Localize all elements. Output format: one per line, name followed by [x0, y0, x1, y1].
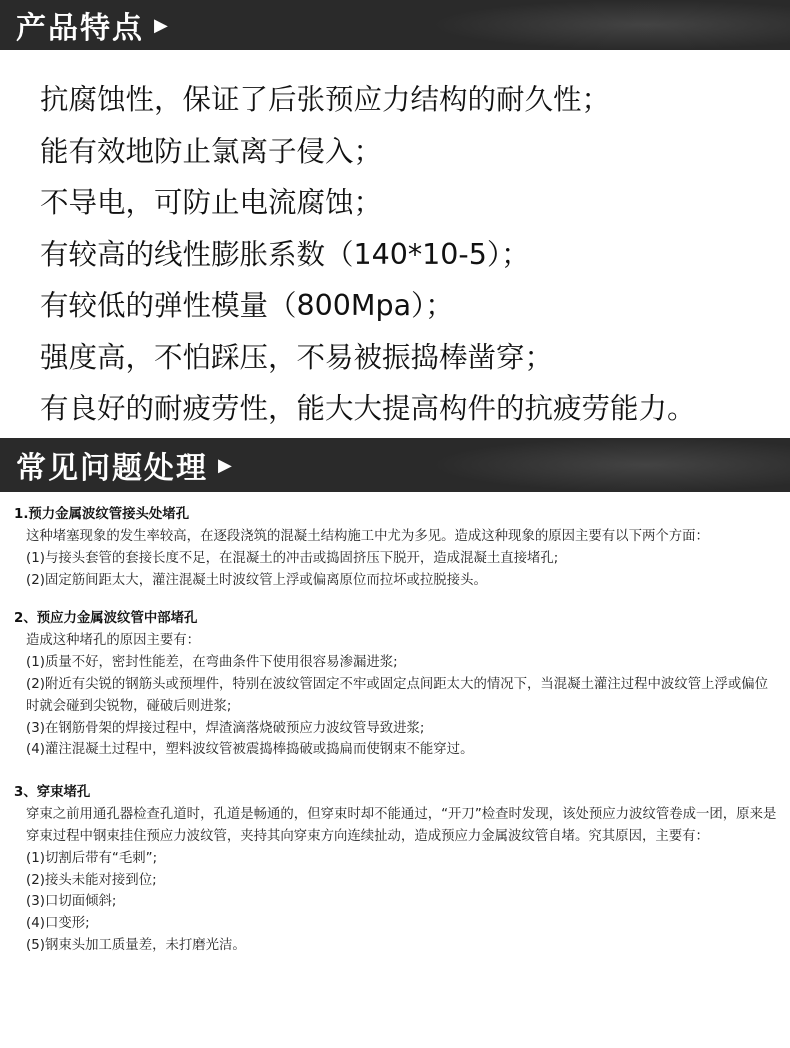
- section-heading: 2、预应力金属波纹管中部堵孔: [14, 611, 198, 627]
- section-item: (3)在钢筋骨架的焊接过程中，焊渣滴落烧破预应力波纹管导致进浆;: [26, 720, 425, 736]
- feature-item: 不导电，可防止电流腐蚀；: [40, 186, 383, 219]
- section-intro: 造成这种堵孔的原因主要有：: [26, 633, 201, 649]
- feature-item: 有较高的线性膨胀系数（140*10-5）；: [40, 237, 530, 271]
- section-item: (1)质量不好，密封性能差，在弯曲条件下使用很容易渗漏进浆;: [26, 655, 398, 671]
- features-banner: [0, 0, 790, 50]
- feature-item: 能有效地防止氯离子侵入；: [40, 134, 383, 168]
- section-item: (1)切割后带有“毛刺”;: [26, 850, 158, 866]
- features-title: 产品特点: [16, 11, 144, 46]
- faq-section-1: [14, 504, 780, 591]
- feature-item: 强度高，不怕踩压，不易被振捣棒凿穿；: [40, 340, 554, 374]
- section-item: (1)与接头套管的套接长度不足，在混凝土的冲击或捣固挤压下脱开，造成混凝土直接堵孔;: [26, 550, 559, 566]
- feature-item: 抗腐蚀性，保证了后张预应力结构的耐久性；: [40, 83, 611, 116]
- section-item: (2)附近有尖锐的钢筋头或预埋件，特别在波纹管固定不牢或固定点间距太大的情况下，当混凝土灌注过程中波纹管上浮或偏位时就会碰到尖锐物，碰破后则进浆;: [26, 676, 769, 714]
- section-heading: 3、穿束堵孔: [14, 785, 91, 801]
- section-item: (3)口切面倾斜;: [26, 894, 117, 910]
- section-heading: 1.预力金属波纹管接头处堵孔: [14, 507, 190, 522]
- banner-glow: [430, 438, 790, 492]
- play-arrow-icon: ▶: [154, 14, 168, 36]
- faq-content: [14, 504, 780, 957]
- banner-glow: [430, 0, 790, 50]
- feature-item: 有良好的耐疲劳性，能大大提高构件的抗疲劳能力。: [40, 392, 696, 425]
- faq-title: 常见问题处理: [16, 451, 208, 486]
- section-intro: 这种堵塞现象的发生率较高，在逐段浇筑的混凝土结构施工中尤为多见。造成这种现象的原因主要有以下两个方面：: [26, 529, 709, 544]
- features-list: [40, 74, 780, 435]
- section-item: (4)灌注混凝土过程中，塑料波纹管被震捣棒捣破或捣扁而使钢束不能穿过。: [26, 742, 474, 758]
- section-item: (4)口变形;: [26, 916, 90, 932]
- section-intro: 穿束之前用通孔器检查孔道时，孔道是畅通的，但穿束时却不能通过，“开刀”检查时发现，该处预应力波纹管卷成一团，原来是穿束过程中钢束挂住预应力波纹管，夹持其向穿束方向连续扯动，造成预应力金属波纹管自堵。究其原因，主要有：: [26, 807, 777, 844]
- faq-section-2: [14, 608, 780, 761]
- faq-section-3: [14, 782, 780, 957]
- section-item: (2)接头未能对接到位;: [26, 872, 157, 888]
- play-arrow-icon: ▶: [218, 454, 232, 476]
- section-item: (2)固定筋间距太大，灌注混凝土时波纹管上浮或偏离原位而拉坏或拉脱接头。: [26, 572, 487, 588]
- feature-item: 有较低的弹性模量（800Mpa）；: [40, 289, 454, 322]
- faq-banner: [0, 438, 790, 492]
- section-item: (5)钢束头加工质量差，未打磨光洁。: [26, 937, 246, 953]
